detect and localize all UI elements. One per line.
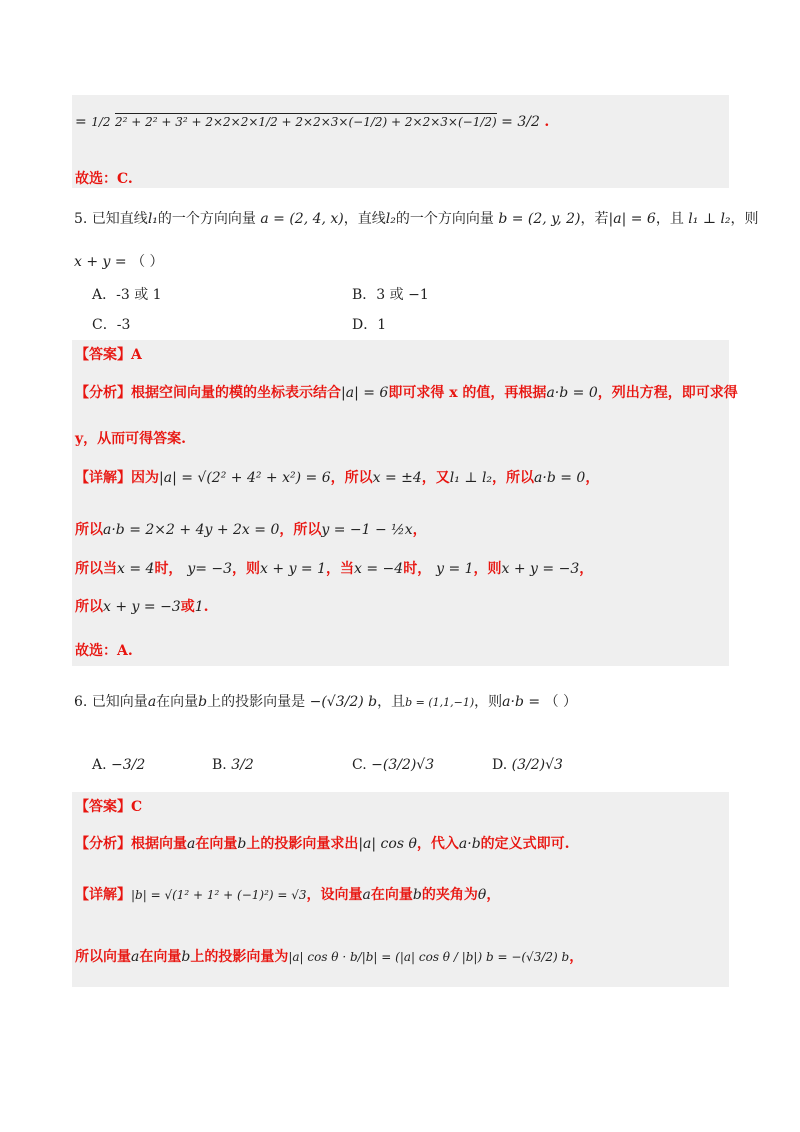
q5-detail-line1: 【详解】因为|a| = √(2² + 4² + x²) = 6，所以x = ±4，又l₁ ⊥ l₂，所以a·b = 0， (75, 470, 600, 486)
q5-option-b: B．3 或 −1 (352, 287, 429, 303)
previous-final-answer: 故选：C. (75, 171, 133, 187)
q6-stem: 6. 已知向量a在向量b上的投影向量是 −(√3/2) b，且b = (1,1,−1)，则a·b = （ ） (74, 694, 578, 710)
q5-analysis: 【分析】根据空间向量的模的坐标表示结合|a| = 6即可求得 x 的值，再根据a·b = 0，列出方程，即可求得 (75, 385, 738, 401)
calc-result: = 3/2 (501, 114, 540, 130)
q5-option-c: C．-3 (92, 317, 131, 333)
q6-option-a: A. −3/2 (92, 757, 146, 773)
q6-detail-line1: 【详解】|b| = √(1² + 1² + (−1)²) = √3，设向量a在向量b的夹角为θ， (75, 887, 501, 903)
q5-vector-b: b = (2, y, 2) (498, 211, 581, 227)
q5-analysis-cont: y，从而可得答案. (75, 431, 187, 447)
q5-final: 故选：A. (75, 643, 133, 659)
q5-option-a: A．-3 或 1 (92, 287, 162, 303)
q6-option-b: B. 3/2 (212, 757, 254, 773)
q6-answer: 【答案】C (75, 799, 143, 815)
previous-calc-line: = 1/2 2² + 2² + 3² + 2×2×2×1/2 + 2×2×3×(−1/2) + 2×2×3×(−1/2) = 3/2 . (75, 114, 550, 130)
q6-option-d: D. (3/2)√3 (492, 757, 563, 773)
q5-vector-a: a = (2, 4, x) (260, 211, 344, 227)
calc-outer-factor: 1/2 (91, 115, 111, 129)
q5-detail-line4: 所以x + y = −3或1. (75, 599, 209, 615)
q6-analysis: 【分析】根据向量a在向量b上的投影向量求出|a| cos θ，代入a·b的定义式即可. (75, 836, 570, 852)
q5-answer: 【答案】A (75, 347, 142, 363)
q5-mod-condition: |a| = 6 (608, 211, 656, 227)
q5-number: 5. (74, 211, 88, 227)
q6-detail-line2: 所以向量a在向量b上的投影向量为|a| cos θ · b/|b| = (|a| cos θ / |b|) b = −(√3/2) b， (75, 949, 584, 965)
calc-prefix: = (75, 114, 87, 130)
q5-perp-condition: l₁ ⊥ l₂ (688, 211, 731, 227)
q5-detail-line3: 所以当x = 4时， y= −3，则x + y = 1，当x = −4时， y = 1，则x + y = −3， (75, 561, 594, 577)
q5-detail-line2: 所以a·b = 2×2 + 4y + 2x = 0，所以y = −1 − ½x， (75, 522, 427, 538)
q5-l2: l₂ (385, 211, 396, 227)
q5-ask: x + y = （ ） (74, 254, 164, 270)
q5-option-d: D．1 (352, 317, 387, 333)
calc-formula: 2² + 2² + 3² + 2×2×2×1/2 + 2×2×3×(−1/2) + 2×2×3×(−1/2) (114, 115, 497, 129)
q6-option-c: C. −(3/2)√3 (352, 757, 435, 773)
q5-stem: 5. 已知直线l₁的一个方向向量 a = (2, 4, x)，直线l₂的一个方向向量 b = (2, y, 2)，若|a| = 6，且 l₁ ⊥ l₂，则 (74, 211, 759, 227)
q5-l1: l₁ (147, 211, 158, 227)
